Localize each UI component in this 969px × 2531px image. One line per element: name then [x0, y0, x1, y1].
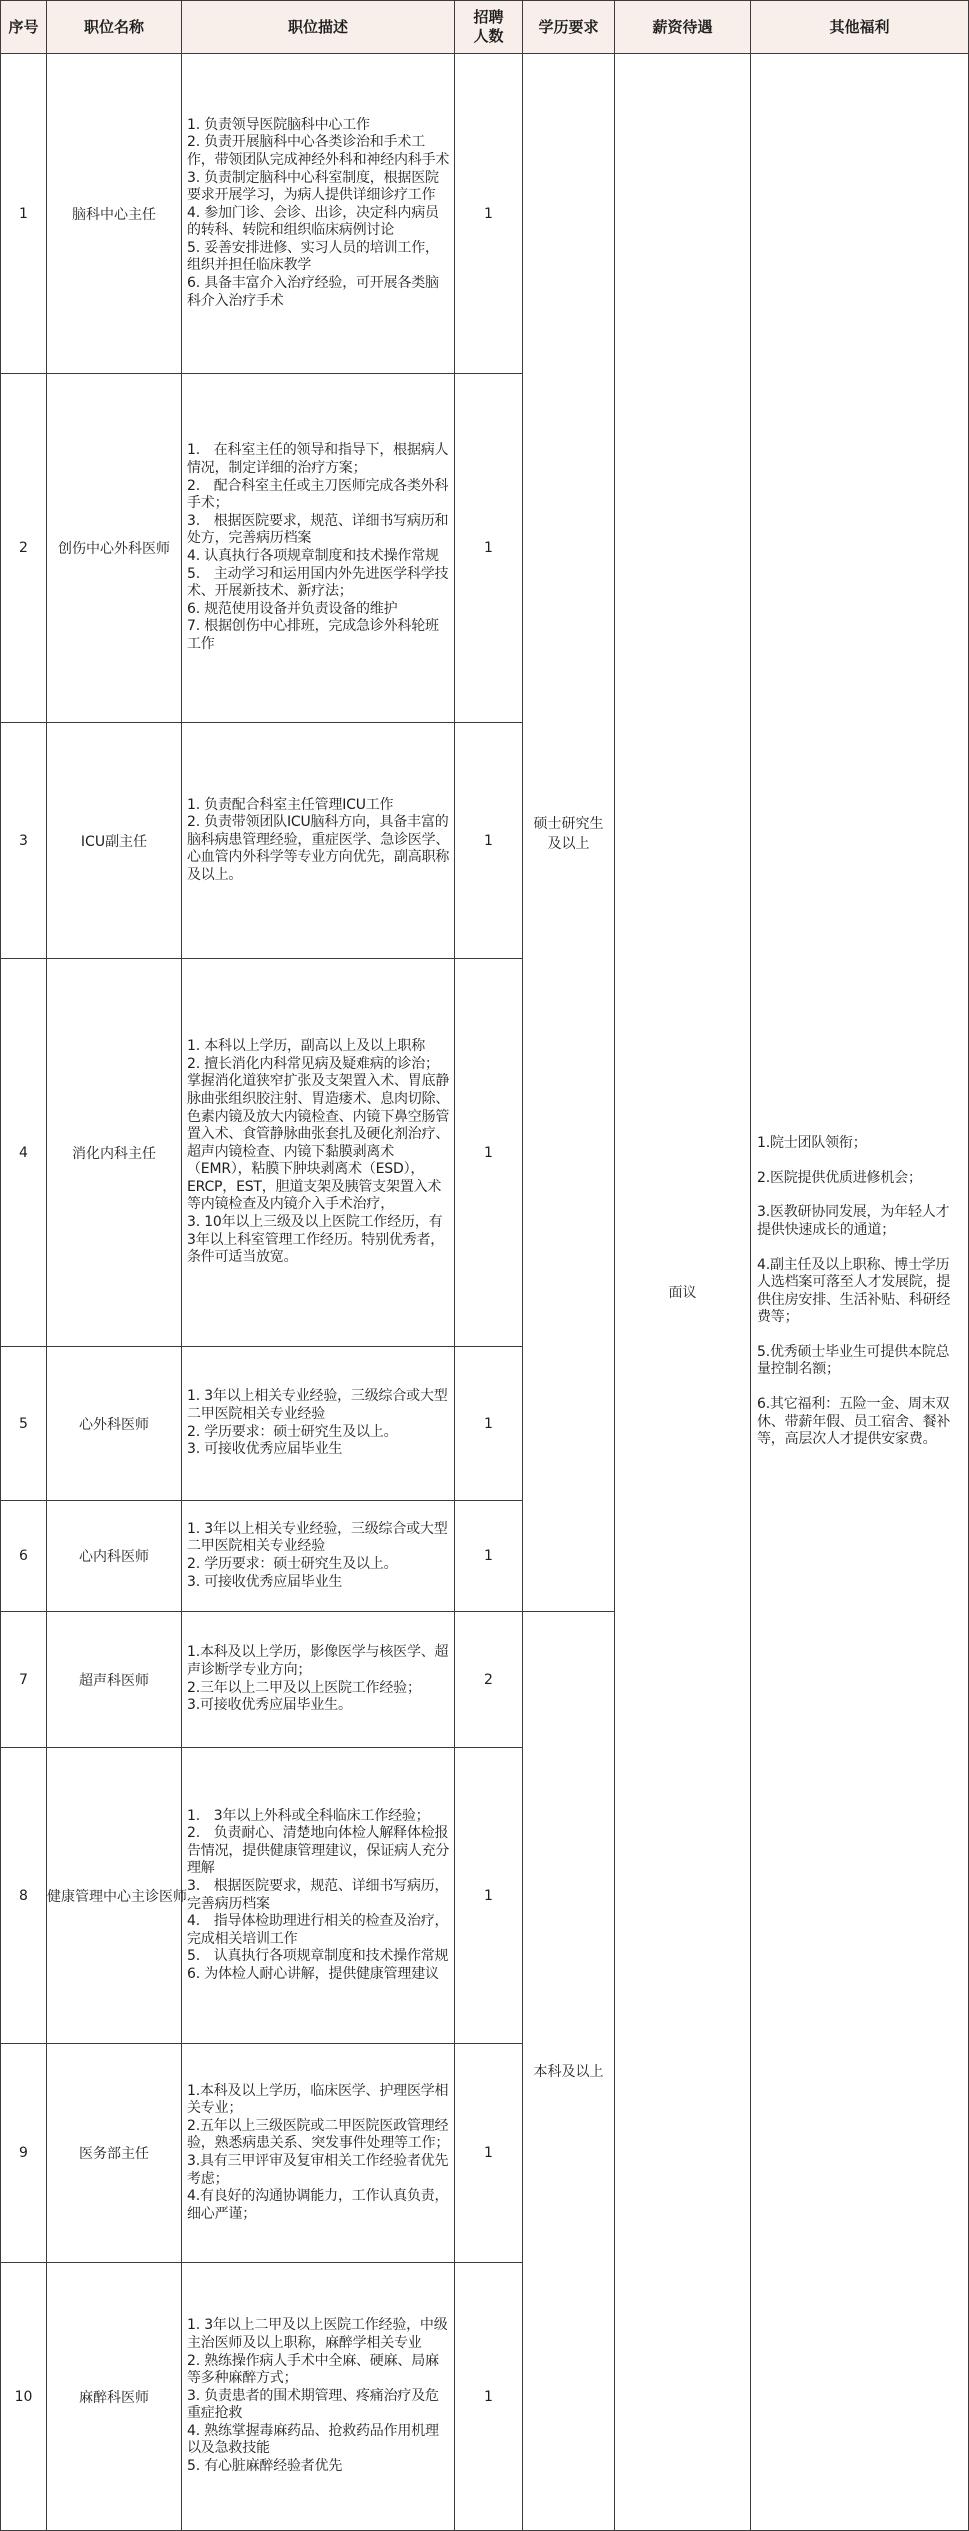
position-description [182, 723, 455, 959]
description-item: 1. 3年以上相关专业经验，三级综合或大型二甲医院相关专业经验 [187, 1388, 448, 1422]
benefit-item: 6.其它福利：五险一金、周末双休、带薪年假、员工宿舍、餐补等，高层次人才提供安家费。 [757, 1396, 951, 1448]
header-row [1, 1, 969, 54]
position-name: 医务部主任 [47, 2044, 182, 2263]
description-item: 2.五年以上三级医院或二甲医院医政管理经验，熟悉病患关系、突发事件处理等工作； [187, 2117, 450, 2152]
description-item: 5. 有心脏麻醉经验者优先 [187, 2458, 343, 2475]
description-item: 4. 熟练掌握毒麻药品、抢救药品作用机理以及急救技能 [187, 2422, 439, 2457]
description-item: 4. 指导体检助理进行相关的检查及治疗，完成相关培训工作 [187, 1913, 449, 1947]
education-requirement: 本科及以上 [523, 1612, 615, 2531]
header-benefits: 其他福利 [751, 1, 969, 54]
row-number: 6 [1, 1501, 47, 1612]
hire-count: 1 [455, 723, 523, 959]
position-description [182, 1347, 455, 1501]
position-name: 超声科医师 [47, 1612, 182, 1748]
description-item: 2. 配合科室主任或主刀医师完成各类外科手术； [187, 477, 449, 512]
hire-count: 1 [455, 2263, 523, 2531]
description-item: 1. 3年以上相关专业经验，三级综合或大型二甲医院相关专业经验 [187, 1520, 448, 1555]
header-desc: 职位描述 [182, 1, 455, 54]
description-item: 4. 参加门诊、会诊、出诊，决定科内病员的转科、转院和组织临床病例讨论 [187, 204, 439, 239]
header-no: 序号 [1, 1, 47, 54]
description-item: 4.有良好的沟通协调能力，工作认真负责，细心严谨； [187, 2188, 449, 2222]
position-description [182, 2044, 455, 2263]
position-description [182, 54, 455, 374]
description-item: 6. 规范使用设备并负责设备的维护 [187, 600, 398, 617]
row-number: 7 [1, 1612, 47, 1748]
position-name: 心内科医师 [47, 1501, 182, 1612]
row-number: 9 [1, 2044, 47, 2263]
description-item: 1. 负责配合科室主任管理ICU工作 [187, 796, 394, 813]
description-item: 2. 负责耐心、清楚地向体检人解释体检报告情况，提供健康管理建议，保证病人充分理解 [187, 1825, 450, 1877]
description-item: 3. 负责制定脑科中心科室制度，根据医院要求开展学习，为病人提供详细诊疗工作 [187, 169, 439, 204]
hire-count: 1 [455, 1748, 523, 2044]
description-item: 1. 负责领导医院脑科中心工作 [187, 116, 370, 133]
position-name: 脑科中心主任 [47, 54, 182, 374]
hire-count: 1 [455, 374, 523, 723]
row-number: 4 [1, 959, 47, 1347]
benefit-item: 1.院士团队领衔； [757, 1135, 867, 1152]
position-description [182, 374, 455, 723]
description-item: 6. 为体检人耐心讲解，提供健康管理建议 [187, 1965, 439, 1982]
table-row [1, 54, 969, 374]
position-name: ICU副主任 [47, 723, 182, 959]
position-name: 健康管理中心主诊医师 [47, 1748, 182, 2044]
description-item: 3. 可接收优秀应届毕业生 [187, 1573, 343, 1590]
description-item: 7. 根据创伤中心排班，完成急诊外科轮班工作 [187, 618, 439, 652]
header-edu: 学历要求 [523, 1, 615, 54]
row-number: 3 [1, 723, 47, 959]
description-item: 3. 根据医院要求，规范、详细书写病历，完善病历档案 [187, 1877, 449, 1912]
position-description [182, 2263, 455, 2531]
description-item: 3.具有三甲评审及复审相关工作经验者优先考虑； [187, 2153, 449, 2187]
benefit-item: 3.医教研协同发展，为年轻人才提供快速成长的通道； [757, 1204, 950, 1238]
row-number: 2 [1, 374, 47, 723]
row-number: 10 [1, 2263, 47, 2531]
description-item: 2. 负责带领团队ICU脑科方向，具备丰富的脑科病患管理经验，重症医学、急诊医学、心血管内外科学等专业方向优先，副高职称及以上。 [187, 814, 450, 883]
row-number: 1 [1, 54, 47, 374]
position-name: 麻醉科医师 [47, 2263, 182, 2531]
description-item: 6. 具备丰富介入治疗经验，可开展各类脑科介入治疗手术 [187, 275, 439, 309]
position-description [182, 1501, 455, 1612]
description-item: 1. 3年以上外科或全科临床工作经验； [187, 1807, 430, 1824]
hire-count: 1 [455, 2044, 523, 2263]
benefit-item: 2.医院提供优质进修机会； [757, 1169, 922, 1186]
header-salary: 薪资待遇 [615, 1, 751, 54]
description-item: 5. 认真执行各项规章制度和技术操作常规 [187, 1948, 449, 1965]
position-description [182, 1748, 455, 2044]
description-item: 3. 负责患者的围术期管理、疼痛治疗及危重症抢救 [187, 2387, 439, 2422]
description-item: 5. 主动学习和运用国内外先进医学科学技术、开展新技术、新疗法； [187, 565, 449, 600]
position-name: 消化内科主任 [47, 959, 182, 1347]
benefits [751, 54, 969, 2531]
description-item: 2.三年以上二甲及以上医院工作经验； [187, 1679, 421, 1696]
description-item: 3. 10年以上三级及以上医院工作经历，有3年以上科室管理工作经历。特别优秀者，条件可适当放宽。 [187, 1214, 445, 1266]
description-item: 3. 可接收优秀应届毕业生 [187, 1441, 343, 1458]
hire-count: 1 [455, 54, 523, 374]
hire-count: 2 [455, 1612, 523, 1748]
benefit-item: 4.副主任及以上职称、博士学历人选档案可落至人才发展院，提供住房安排、生活补贴、科研经费等； [757, 1256, 951, 1326]
description-item: 5. 妥善安排进修、实习人员的培训工作，组织并担任临床教学 [187, 239, 439, 274]
header-count: 招聘人数 [455, 1, 523, 54]
description-item: 1. 3年以上二甲及以上医院工作经验，中级主治医师及以上职称，麻醉学相关专业 [187, 2317, 448, 2351]
position-name: 创伤中心外科医师 [47, 374, 182, 723]
position-description [182, 1612, 455, 1748]
header-name: 职位名称 [47, 1, 182, 54]
education-requirement: 硕士研究生及以上 [523, 54, 615, 1612]
description-item: 1.本科及以上学历，影像医学与核医学、超声诊断学专业方向； [187, 1644, 449, 1678]
description-item: 2. 负责开展脑科中心各类诊治和手术工作，带领团队完成神经外科和神经内科手术 [187, 134, 450, 168]
description-item: 2. 擅长消化内科常见病及疑难病的诊治；掌握消化道狭窄扩张及支架置入术、胃底静脉曲张组织胶注射、胃造瘘术、息肉切除、色素内镜及放大内镜检查、内镜下鼻空肠管置入术、食管静脉曲张套扎及硬化剂治疗、超声内镜检查、内镜下黏膜剥离术（EMR），粘膜下肿块剥离术（ESD），ERCP，EST，胆道支架及胰管支架置入术等内镜检查及内镜介入手术治疗， [187, 1055, 450, 1213]
hire-count: 1 [455, 959, 523, 1347]
description-item: 1. 本科以上学历，副高以上及以上职称 [187, 1038, 426, 1055]
description-item: 2. 熟练操作病人手术中全麻、硬麻、局麻等多种麻醉方式； [187, 2352, 439, 2387]
benefit-item: 5.优秀硕士毕业生可提供本院总量控制名额； [757, 1343, 950, 1378]
description-item: 2. 学历要求：硕士研究生及以上。 [187, 1556, 398, 1572]
position-description [182, 959, 455, 1347]
row-number: 5 [1, 1347, 47, 1501]
description-item: 1. 在科室主任的领导和指导下，根据病人情况，制定详细的治疗方案； [187, 442, 449, 477]
description-item: 3. 根据医院要求，规范、详细书写病历和处方，完善病历档案 [187, 512, 449, 547]
hire-count: 1 [455, 1347, 523, 1501]
position-name: 心外科医师 [47, 1347, 182, 1501]
row-number: 8 [1, 1748, 47, 2044]
description-item: 2. 学历要求：硕士研究生及以上。 [187, 1423, 398, 1440]
salary: 面议 [615, 54, 751, 2531]
description-item: 4. 认真执行各项规章制度和技术操作常规 [187, 548, 439, 564]
description-item: 3.可接收优秀应届毕业生。 [187, 1697, 352, 1714]
description-item: 1.本科及以上学历，临床医学、护理医学相关专业； [187, 2082, 449, 2117]
hire-count: 1 [455, 1501, 523, 1612]
